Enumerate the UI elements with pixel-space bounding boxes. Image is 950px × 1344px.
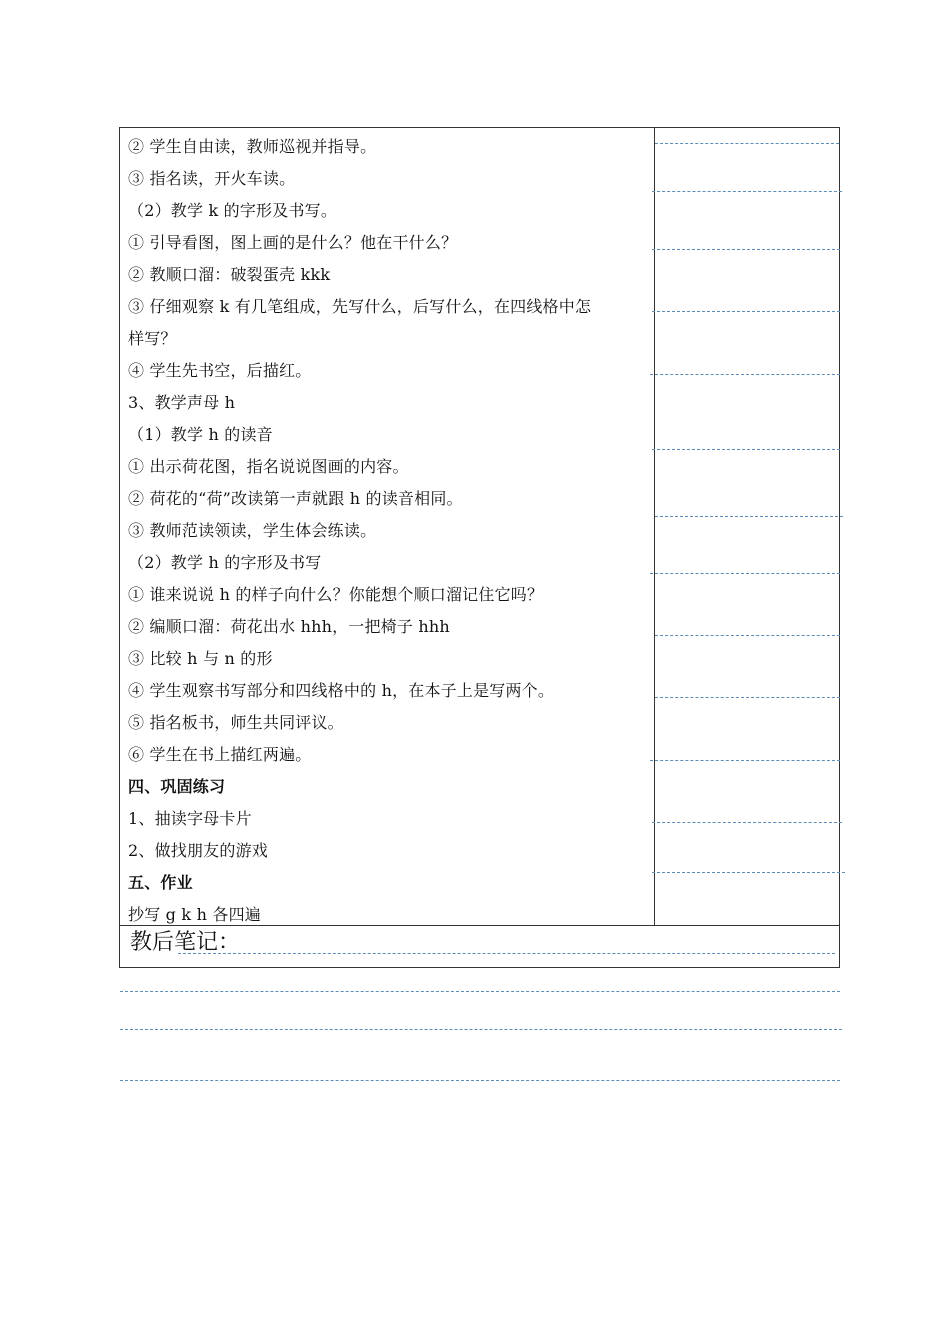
ruled-line	[650, 573, 840, 574]
lesson-content-cell	[120, 128, 655, 926]
lesson-line: （2）教学 h 的字形及书写	[128, 553, 322, 572]
lesson-line: 3、教学声母 h	[128, 393, 236, 412]
notes-ruled-line	[120, 1029, 842, 1030]
lesson-line: ③ 比较 h 与 n 的形	[128, 649, 273, 668]
lesson-line: ④ 学生先书空，后描红。	[128, 361, 312, 380]
lesson-line: （2）教学 k 的字形及书写。	[128, 201, 338, 220]
lesson-line: ③ 指名读，开火车读。	[128, 169, 296, 188]
notes-ruled-line	[178, 953, 835, 954]
lesson-line: ② 编顺口溜：荷花出水 hhh，一把椅子 hhh	[128, 617, 450, 636]
ruled-line	[655, 143, 839, 144]
lesson-line: ① 引导看图，图上画的是什么？他在干什么？	[128, 233, 458, 252]
ruled-line	[652, 311, 840, 312]
lesson-line: ⑥ 学生在书上描红两遍。	[128, 745, 312, 764]
section-heading: 五、作业	[128, 873, 193, 892]
ruled-line	[652, 822, 842, 823]
lesson-line: 样写？	[128, 329, 177, 348]
lesson-line: ② 荷花的“荷”改读第一声就跟 h 的读音相同。	[128, 489, 463, 508]
ruled-line	[650, 374, 840, 375]
lesson-line: ② 教顺口溜：破裂蛋壳 kkk	[128, 265, 331, 284]
ruled-line	[652, 191, 842, 192]
notes-ruled-line	[120, 1080, 840, 1081]
ruled-line	[652, 872, 845, 873]
notes-ruled-line	[120, 991, 840, 992]
lesson-plan-table	[119, 127, 840, 968]
revision-notes-cell	[655, 128, 839, 926]
ruled-line	[655, 635, 840, 636]
lesson-line: ④ 学生观察书写部分和四线格中的 h，在本子上是写两个。	[128, 681, 555, 700]
ruled-line	[652, 249, 840, 250]
lesson-line: ① 出示荷花图，指名说说图画的内容。	[128, 457, 409, 476]
lesson-line: ① 谁来说说 h 的样子向什么？你能想个顺口溜记住它吗？	[128, 585, 544, 604]
notes-title: 教后笔记：	[130, 930, 241, 955]
lesson-line: 1、抽读字母卡片	[128, 809, 252, 828]
ruled-line	[655, 697, 840, 698]
lesson-line: （1）教学 h 的读音	[128, 425, 273, 444]
lesson-line: ② 学生自由读，教师巡视并指导。	[128, 137, 377, 156]
ruled-line	[650, 760, 840, 761]
ruled-line	[655, 516, 843, 517]
lesson-line: 2、做找朋友的游戏	[128, 841, 268, 860]
section-heading: 四、巩固练习	[128, 777, 226, 796]
lesson-line: ③ 教师范读领读，学生体会练读。	[128, 521, 377, 540]
lesson-line: ⑤ 指名板书，师生共同评议。	[128, 713, 344, 732]
lesson-line: ③ 仔细观察 k 有几笔组成，先写什么，后写什么，在四线格中怎	[128, 297, 592, 316]
lesson-line: 抄写 g k h 各四遍	[128, 905, 261, 924]
ruled-line	[652, 449, 840, 450]
